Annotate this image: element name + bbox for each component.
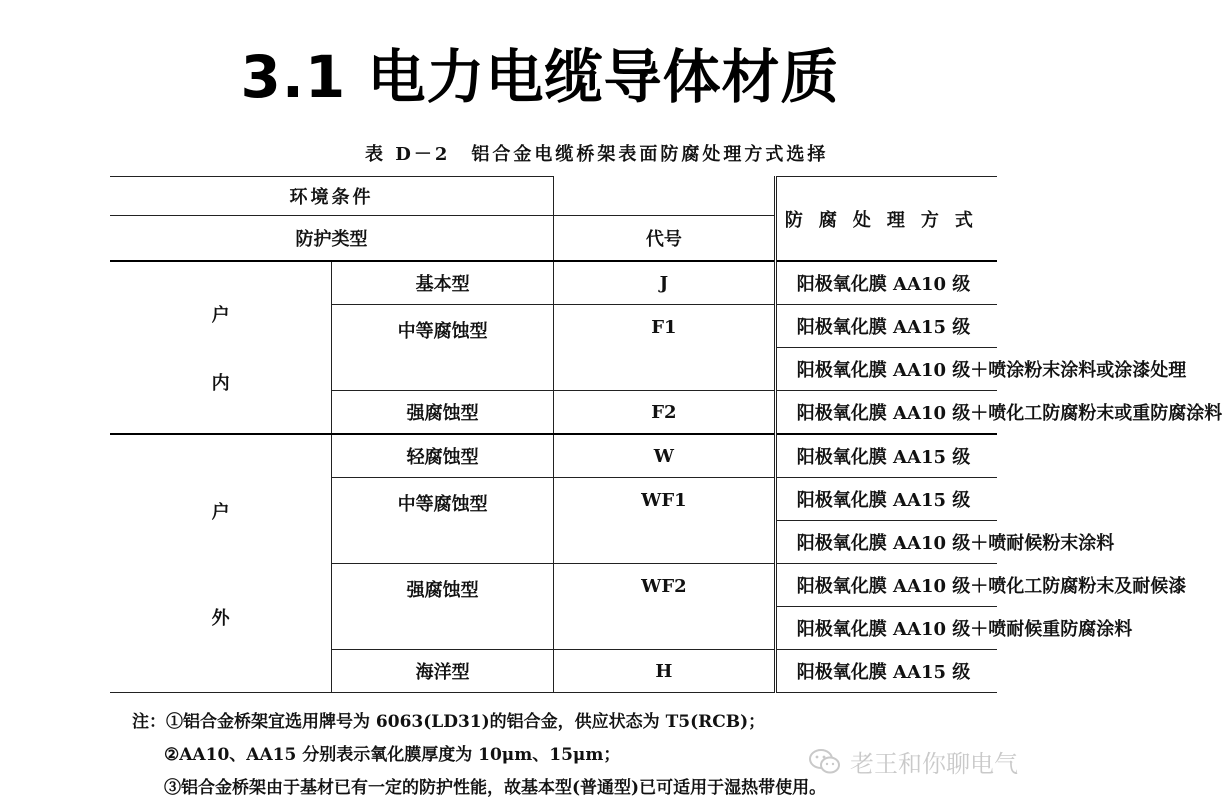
table-caption: 表 D－2 铝合金电缆桥架表面防腐处理方式选择	[365, 144, 829, 165]
protection-type-cell: 强腐蚀型	[332, 564, 554, 650]
note-1: 注：①铝合金桥架宜选用牌号为 6063(LD31)的铝合金，供应状态为 T5(RCB)；	[132, 712, 766, 732]
code-cell: WF1	[554, 478, 776, 564]
note-3: ③铝合金桥架由于基材已有一定的防护性能，故基本型(普通型)已可适用于湿热带使用。	[164, 778, 827, 798]
table-notes	[132, 706, 826, 805]
code-cell: WF2	[554, 564, 776, 650]
header-protection-type: 防护类型	[110, 216, 554, 262]
note-2: ②AA10、AA15 分别表示氧化膜厚度为 10μm、15μm；	[164, 745, 621, 765]
method-cell: 阳极氧化膜 AA10 级＋喷化工防腐粉末或重防腐涂料	[775, 391, 997, 435]
watermark-text: 老王和你聊电气	[850, 750, 1018, 778]
header-code: 代号	[554, 216, 776, 262]
method-cell: 阳极氧化膜 AA15 级	[775, 434, 997, 478]
location-outdoor: 户 外	[110, 434, 332, 693]
code-cell: W	[554, 434, 776, 478]
protection-type-cell: 基本型	[332, 261, 554, 305]
corrosion-protection-table	[110, 176, 1222, 693]
table-row	[110, 261, 997, 305]
code-cell: F1	[554, 305, 776, 391]
wechat-icon	[808, 748, 842, 776]
method-cell: 阳极氧化膜 AA10 级＋喷耐候重防腐涂料	[775, 607, 997, 650]
protection-type-cell: 海洋型	[332, 650, 554, 693]
method-cell: 阳极氧化膜 AA10 级＋喷化工防腐粉末及耐候漆	[775, 564, 997, 607]
location-indoor: 户 内	[110, 261, 332, 434]
code-cell: H	[554, 650, 776, 693]
method-cell: 阳极氧化膜 AA15 级	[775, 305, 997, 348]
method-cell: 阳极氧化膜 AA15 级	[775, 650, 997, 693]
protection-type-cell: 中等腐蚀型	[332, 305, 554, 391]
method-cell: 阳极氧化膜 AA15 级	[775, 478, 997, 521]
protection-type-cell: 中等腐蚀型	[332, 478, 554, 564]
watermark	[808, 744, 1018, 779]
page-title: 3.1 电力电缆导体材质	[240, 43, 840, 111]
method-cell: 阳极氧化膜 AA10 级＋喷耐候粉末涂料	[775, 521, 997, 564]
method-cell: 阳极氧化膜 AA10 级＋喷涂粉末涂料或涂漆处理	[775, 348, 997, 391]
code-cell: F2	[554, 391, 776, 435]
header-environment: 环境条件	[110, 177, 554, 216]
table-row	[110, 434, 997, 478]
method-cell: 阳极氧化膜 AA10 级	[775, 261, 997, 305]
header-method: 防腐处理方式	[775, 177, 997, 262]
protection-type-cell: 轻腐蚀型	[332, 434, 554, 478]
code-cell: J	[554, 261, 776, 305]
protection-type-cell: 强腐蚀型	[332, 391, 554, 435]
